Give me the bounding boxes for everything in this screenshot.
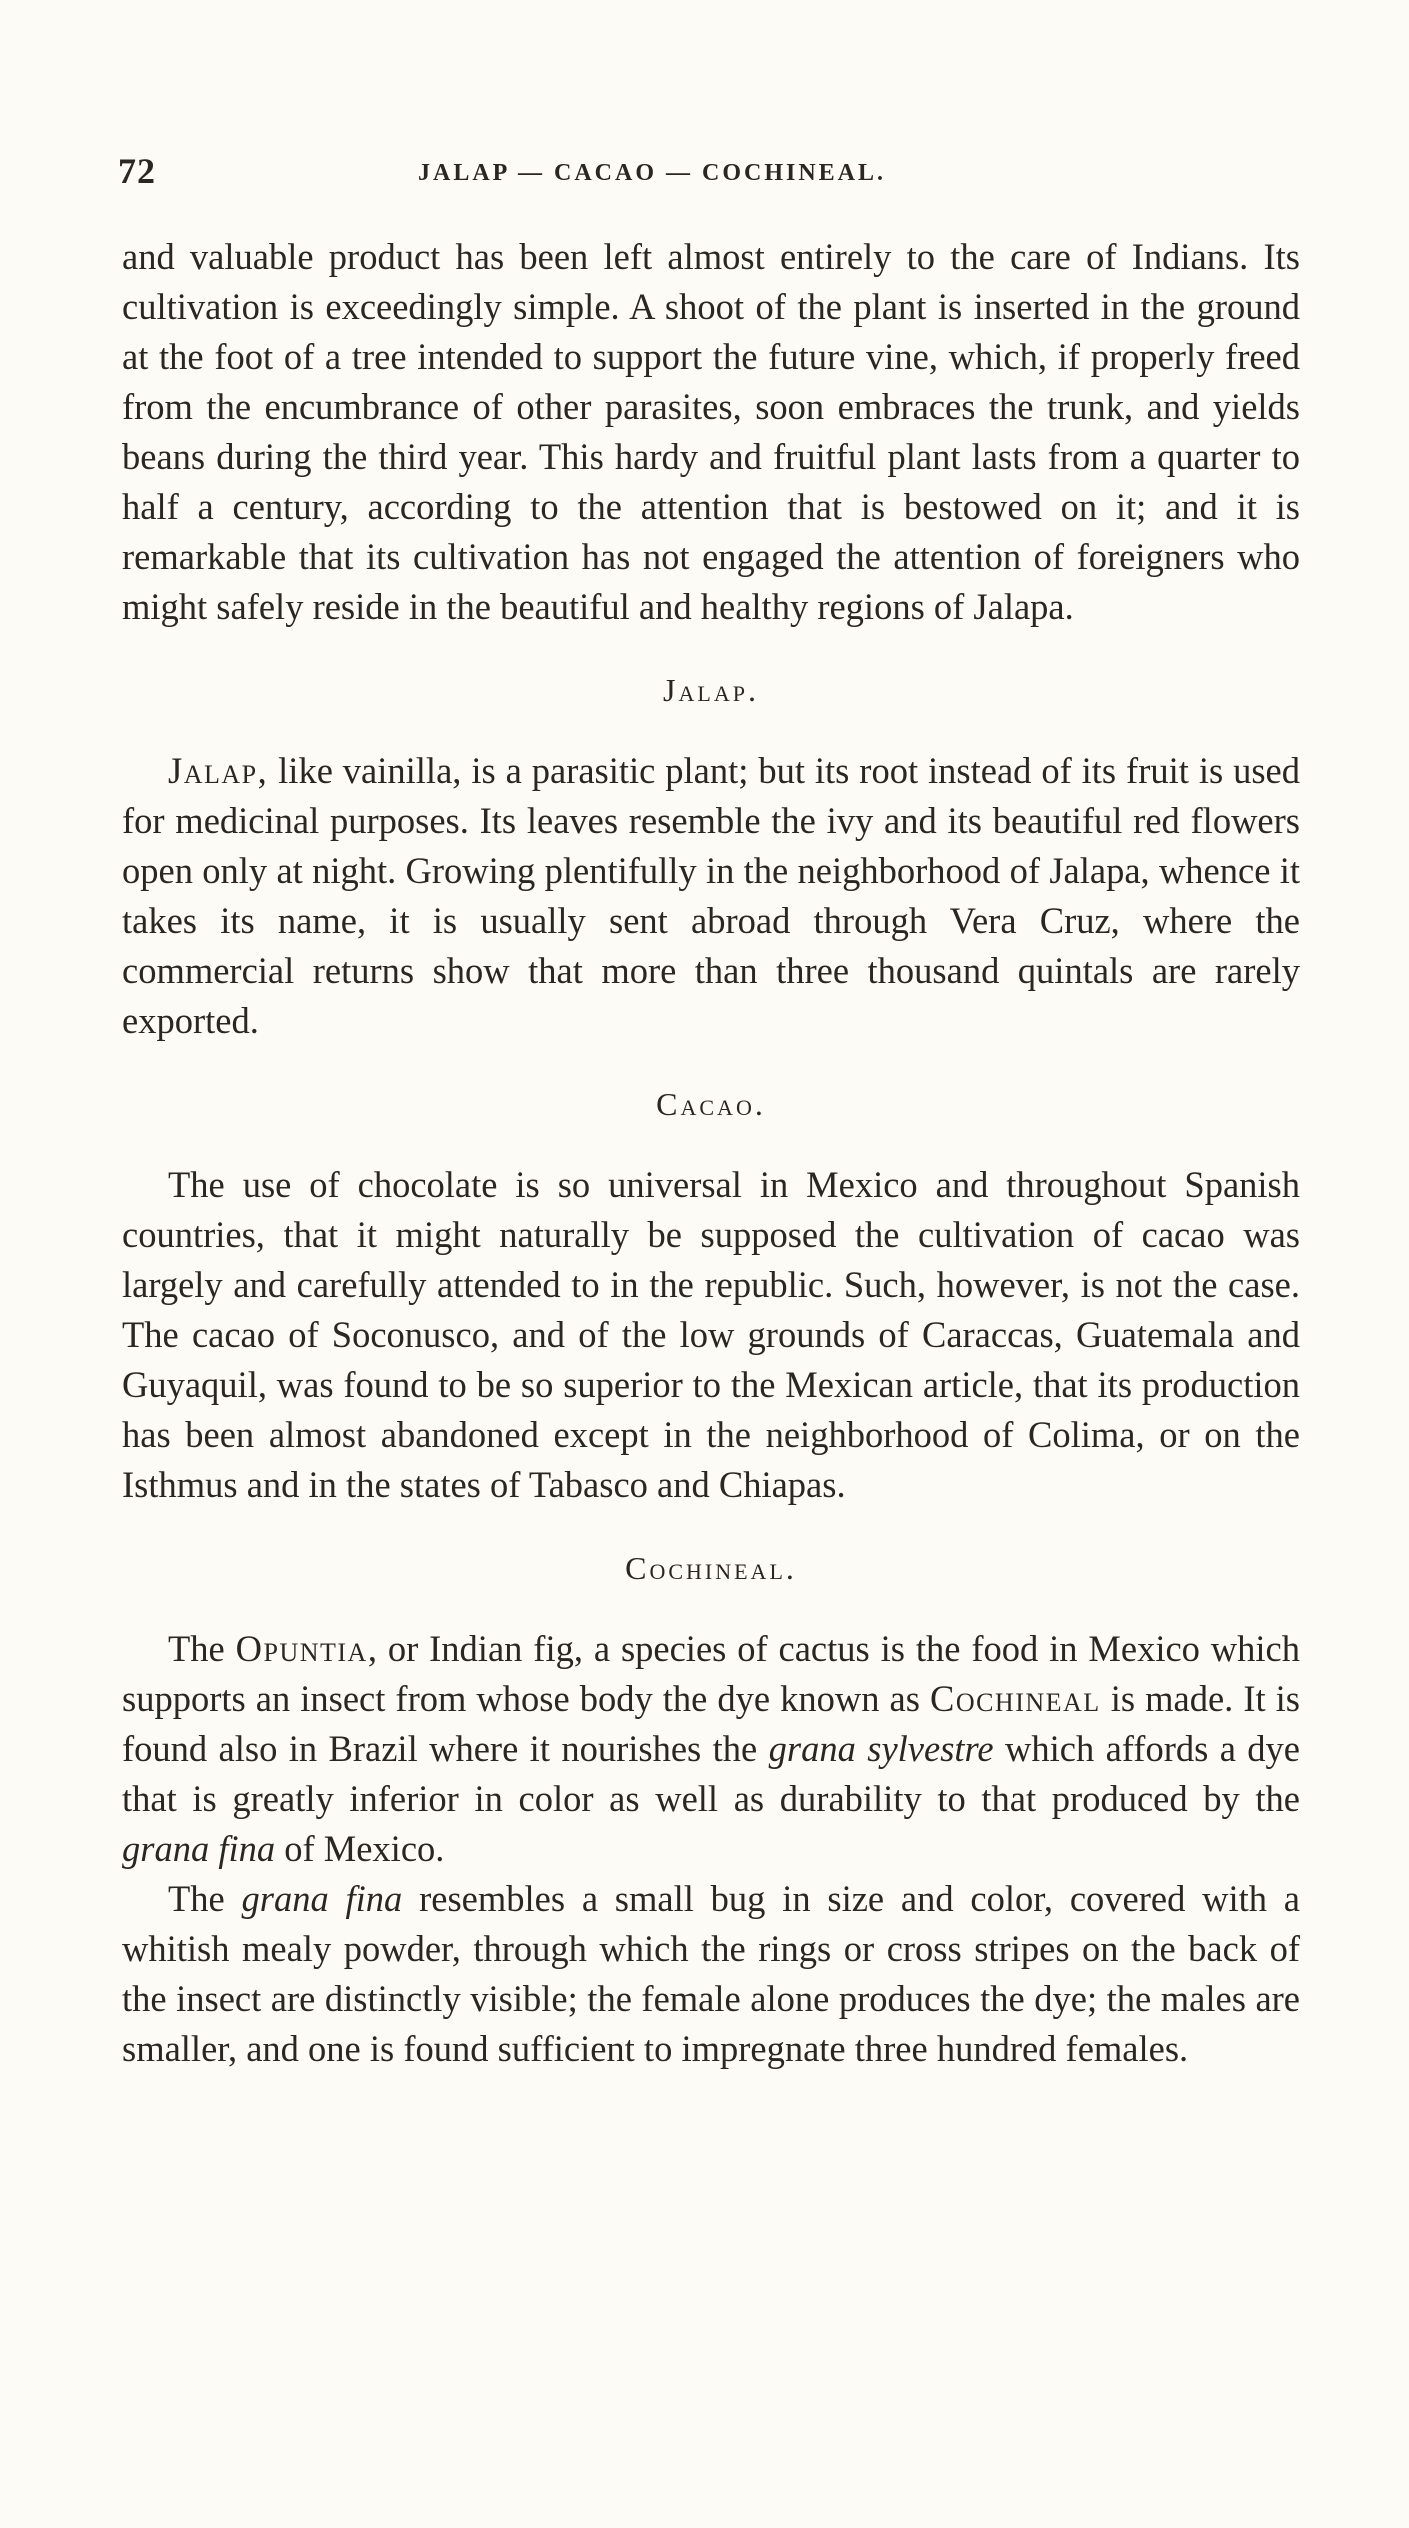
running-head: JALAP — CACAO — COCHINEAL.	[418, 160, 887, 186]
cacao-heading: Cacao.	[656, 1086, 766, 1122]
body-text	[122, 232, 1300, 2074]
grana-sylvestre-term: grana sylvestre	[768, 1728, 994, 1769]
text-span: The	[168, 1878, 242, 1919]
text-span: of Mexico.	[275, 1828, 445, 1869]
grana-fina-term: grana fina	[241, 1878, 403, 1919]
vanilla-continued-paragraph: and valuable product has been left almost entirely to the care of Indians. Its cultivation is exceedingly simple. A shoot of the plant is inserted in the ground at the foot of a tree intended to support the future vine, which, if properly freed from the encumbrance of other parasites, soon embraces the trunk, and yields beans during the third year. This hardy and fruitful plant lasts from a quarter to half a century, according to the attention that is bestowed on it; and it is remarkable that its cultivation has not engaged the attention of foreigners who might safely reside in the beautiful and healthy regions of Jalapa.	[122, 236, 1300, 627]
text-span: resembles a small bug in size and color, covered with a whitish mealy powder, through which the rings or cross stripes on the back of the insect are distinctly visible; the female alone produces the dye; the males are smaller, and one is found sufficient to impregnate three hundred females.	[122, 1878, 1300, 2069]
grana-fina-term: grana fina	[122, 1828, 276, 1869]
page-number: 72	[118, 151, 156, 191]
jalap-heading: Jalap.	[663, 672, 759, 708]
opuntia-term: Opuntia	[235, 1628, 368, 1669]
text-span: is made. It is found also in Brazil where it nourishes the	[122, 1678, 1301, 1769]
text-span: The	[168, 1628, 236, 1669]
cochineal-heading: Cochineal.	[625, 1550, 797, 1586]
cacao-paragraph: The use of chocolate is so universal in Mexico and throughout Spanish countries, that it might naturally be supposed the cultivation of cacao was largely and carefully attended to in the republic. Such, however, is not the case. The cacao of Soconusco, and of the low grounds of Caraccas, Guatemala and Guyaquil, was found to be so superior to the Mexican article, that its production has been almost abandoned except in the neighborhood of Colima, or on the Isthmus and in the states of Tabasco and Chiapas.	[122, 1164, 1300, 1505]
cochineal-term: Cochineal	[929, 1678, 1101, 1719]
cochineal-paragraph-2	[122, 1874, 1300, 2074]
text-span: which affords a dye that is greatly inferior in color as well as durability to that produced by the	[122, 1728, 1301, 1819]
page-header	[118, 150, 1298, 210]
cochineal-paragraph-1	[122, 1624, 1300, 1874]
jalap-lead-word: Jalap,	[168, 750, 269, 791]
text-span: , or Indian fig, a species of cactus is the food in Mexico which supports an insect from whose body the dye known as	[122, 1628, 1300, 1719]
jalap-text: like vainilla, is a parasitic plant; but its root instead of its fruit is used for medicinal purposes. Its leaves resemble the ivy and its beautiful red flowers open only at night. Growing plentifully in the neighborhood of Jalapa, whence it takes its name, it is usually sent abroad through Vera Cruz, where the commercial returns show that more than three thousand quintals are rarely exported.	[122, 750, 1300, 1041]
jalap-paragraph	[122, 746, 1300, 1046]
